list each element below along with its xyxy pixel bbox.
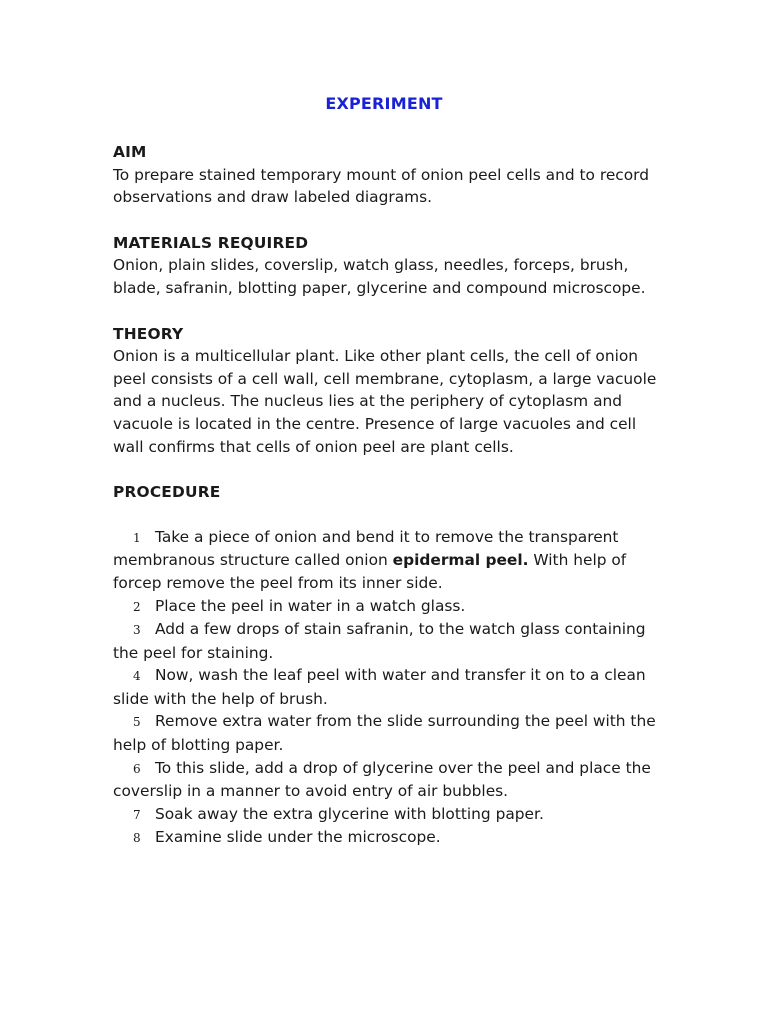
materials-text: Onion, plain slides, coverslip, watch glass, needles, forceps, brush, blade, safranin, blotting paper, glycerine and compound microscope. (113, 256, 646, 297)
theory-section (113, 323, 658, 459)
step-number: 2 (133, 599, 141, 614)
step-number: 7 (133, 807, 141, 822)
materials-heading: MATERIALS REQUIRED (113, 233, 309, 252)
theory-heading: THEORY (113, 324, 184, 343)
document-body (113, 141, 658, 850)
procedure-step (113, 803, 658, 827)
page-title: EXPERIMENT (325, 94, 443, 113)
procedure-steps (113, 526, 658, 850)
step-number: 4 (133, 669, 141, 684)
aim-text: To prepare stained temporary mount of onion peel cells and to record observations and draw labeled diagrams. (113, 165, 649, 207)
step-text: Place the peel in water in a watch glass. (155, 596, 466, 615)
materials-section (113, 232, 658, 300)
step-number: 6 (133, 761, 141, 776)
step-text: Remove extra water from the slide surrounding the peel with the help of blotting paper. (113, 712, 656, 755)
step-text: Take a piece of onion and bend it to remove the transparent membranous structure called onion (113, 527, 619, 570)
step-text-continued: With help of forcep remove the peel from its inner side. (113, 551, 627, 592)
step-text: Now, wash the leaf peel with water and transfer it on to a clean slide with the help of brush. (113, 666, 646, 708)
theory-text: Onion is a multicellular plant. Like other plant cells, the cell of onion peel consists of a cell wall, cell membrane, cytoplasm, a large vacuole and a nucleus. The nucleus lies at the periphery of cytoplasm and vacuole is located in the centre. Presence of large vacuoles and cell wall confirms that cells of onion peel are plant cells. (113, 347, 657, 456)
step-number: 8 (133, 831, 141, 846)
procedure-section (113, 481, 658, 850)
procedure-heading: PROCEDURE (113, 483, 221, 502)
step-text: Add a few drops of stain safranin, to the watch glass containing the peel for staining. (113, 620, 646, 662)
procedure-step (113, 618, 658, 664)
procedure-step (113, 826, 658, 850)
step-number: 5 (133, 715, 141, 730)
aim-section (113, 141, 658, 209)
step-bold-term: epidermal peel. (392, 551, 529, 570)
procedure-step (113, 595, 658, 619)
aim-heading: AIM (113, 143, 147, 161)
procedure-step (113, 757, 658, 803)
procedure-step (113, 526, 658, 595)
step-number: 3 (133, 623, 141, 638)
procedure-step (113, 710, 658, 756)
procedure-step (113, 664, 658, 710)
step-text: Soak away the extra glycerine with blotting paper. (155, 804, 544, 823)
step-text: Examine slide under the microscope. (155, 828, 441, 847)
step-number: 1 (133, 530, 141, 545)
step-text: To this slide, add a drop of glycerine over the peel and place the coverslip in a manner to avoid entry of air bubbles. (113, 758, 651, 801)
